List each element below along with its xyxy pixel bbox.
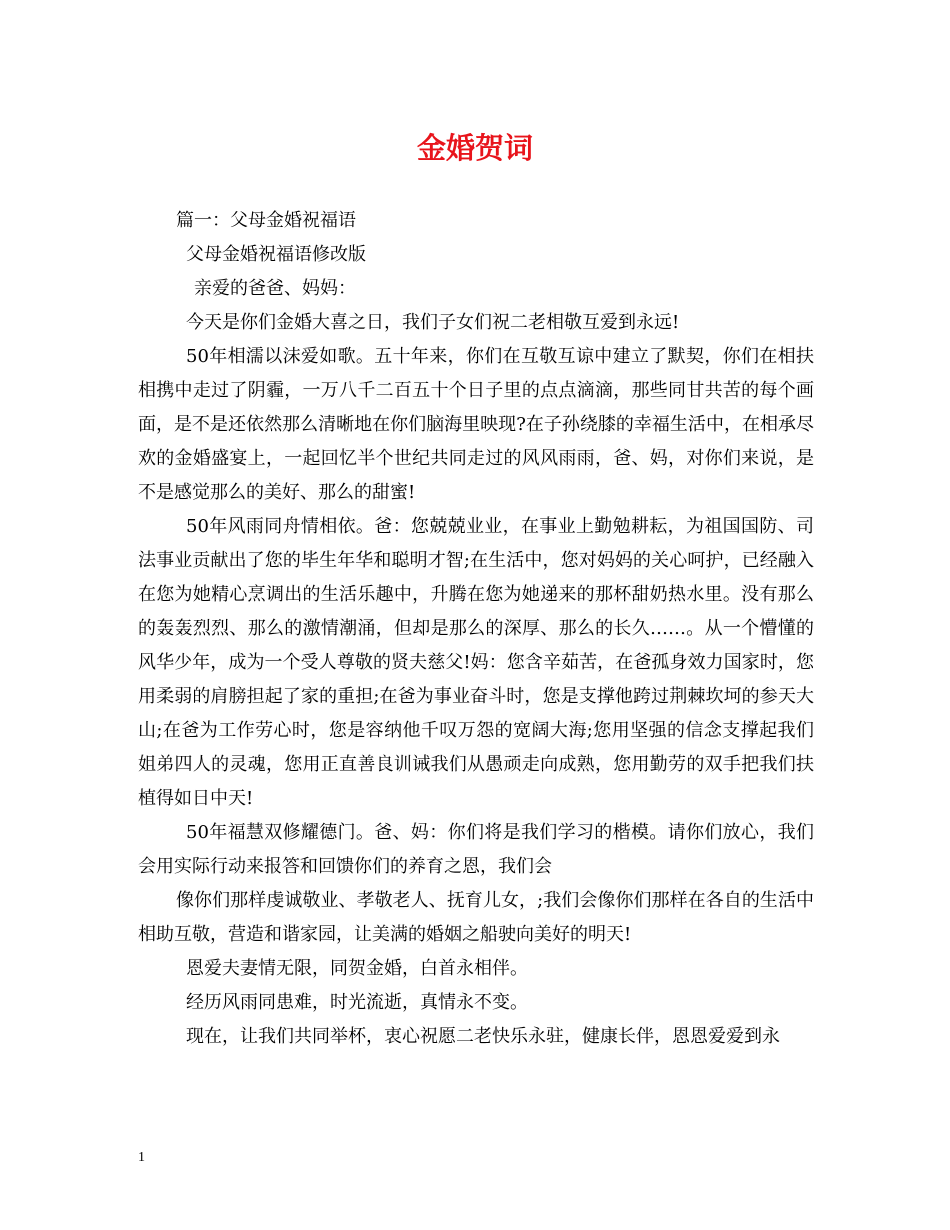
paragraph-3: 50年风雨同舟情相依。爸：您兢兢业业，在事业上勤勉耕耘，为祖国国防、司法事业贡献出了您的毕生年华和聪明才智;在生活中，您对妈妈的关心呵护，已经融入在您为她精心烹调出的生活乐趣中，升腾在您为她递来的那杯甜奶热水里。没有那么的轰轰烈烈、那么的激情潮涌，但却是那么的深厚、那么的长久……。从一个懵懂的风华少年，成为一个受人尊敬的贤夫慈父!妈：您含辛茹苦，在爸孤身效力国家时，您用柔弱的肩膀担起了家的重担;在爸为事业奋斗时，您是支撑他跨过荆棘坎坷的参天大山;在爸为工作劳心时，您是容纳他千叹万怨的宽阔大海;您用坚强的信念支撑起我们姐弟四人的灵魂，您用正直善良训诫我们从愚顽走向成熟，您用勤劳的双手把我们扶植得如日中天! [138, 516, 814, 809]
section-heading: 篇一：父母金婚祝福语 [176, 210, 356, 231]
paragraph-5: 像你们那样虔诚敬业、孝敬老人、抚育儿女，;我们会像你们那样在各自的生活中相助互敬，营造和谐家园，让美满的婚姻之船驶向美好的明天! [138, 890, 814, 945]
paragraph-6: 恩爱夫妻情无限，同贺金婚，白首永相伴。 [186, 958, 528, 979]
salutation: 亲爱的爸爸、妈妈： [194, 278, 356, 299]
page-number: 1 [138, 1150, 145, 1165]
document-title: 金婚贺词 [416, 131, 533, 165]
paragraph-2: 50年相濡以沫爱如歌。五十年来，你们在互敬互谅中建立了默契，你们在相扶相携中走过了阴霾，一万八千二百五十个日子里的点点滴滴，那些同甘共苦的每个画面，是不是还依然那么清晰地在你们脑海里映现?在子孙绕膝的幸福生活中，在相承尽欢的金婚盛宴上，一起回忆半个世纪共同走过的风风雨雨，爸、妈，对你们来说，是不是感觉那么的美好、那么的甜蜜! [138, 346, 814, 503]
document-body [138, 204, 814, 1054]
paragraph-4: 50年福慧双修耀德门。爸、妈：你们将是我们学习的楷模。请你们放心，我们会用实际行动来报答和回馈你们的养育之恩，我们会 [138, 822, 814, 877]
paragraph-7: 经历风雨同患难，时光流逝，真情永不变。 [186, 992, 528, 1013]
paragraph-8: 现在，让我们共同举杯，衷心祝愿二老快乐永驻，健康长伴，恩恩爱爱到永 [186, 1026, 780, 1047]
paragraph-1: 今天是你们金婚大喜之日，我们子女们祝二老相敬互爱到永远! [186, 312, 680, 333]
subtitle: 父母金婚祝福语修改版 [186, 244, 366, 265]
